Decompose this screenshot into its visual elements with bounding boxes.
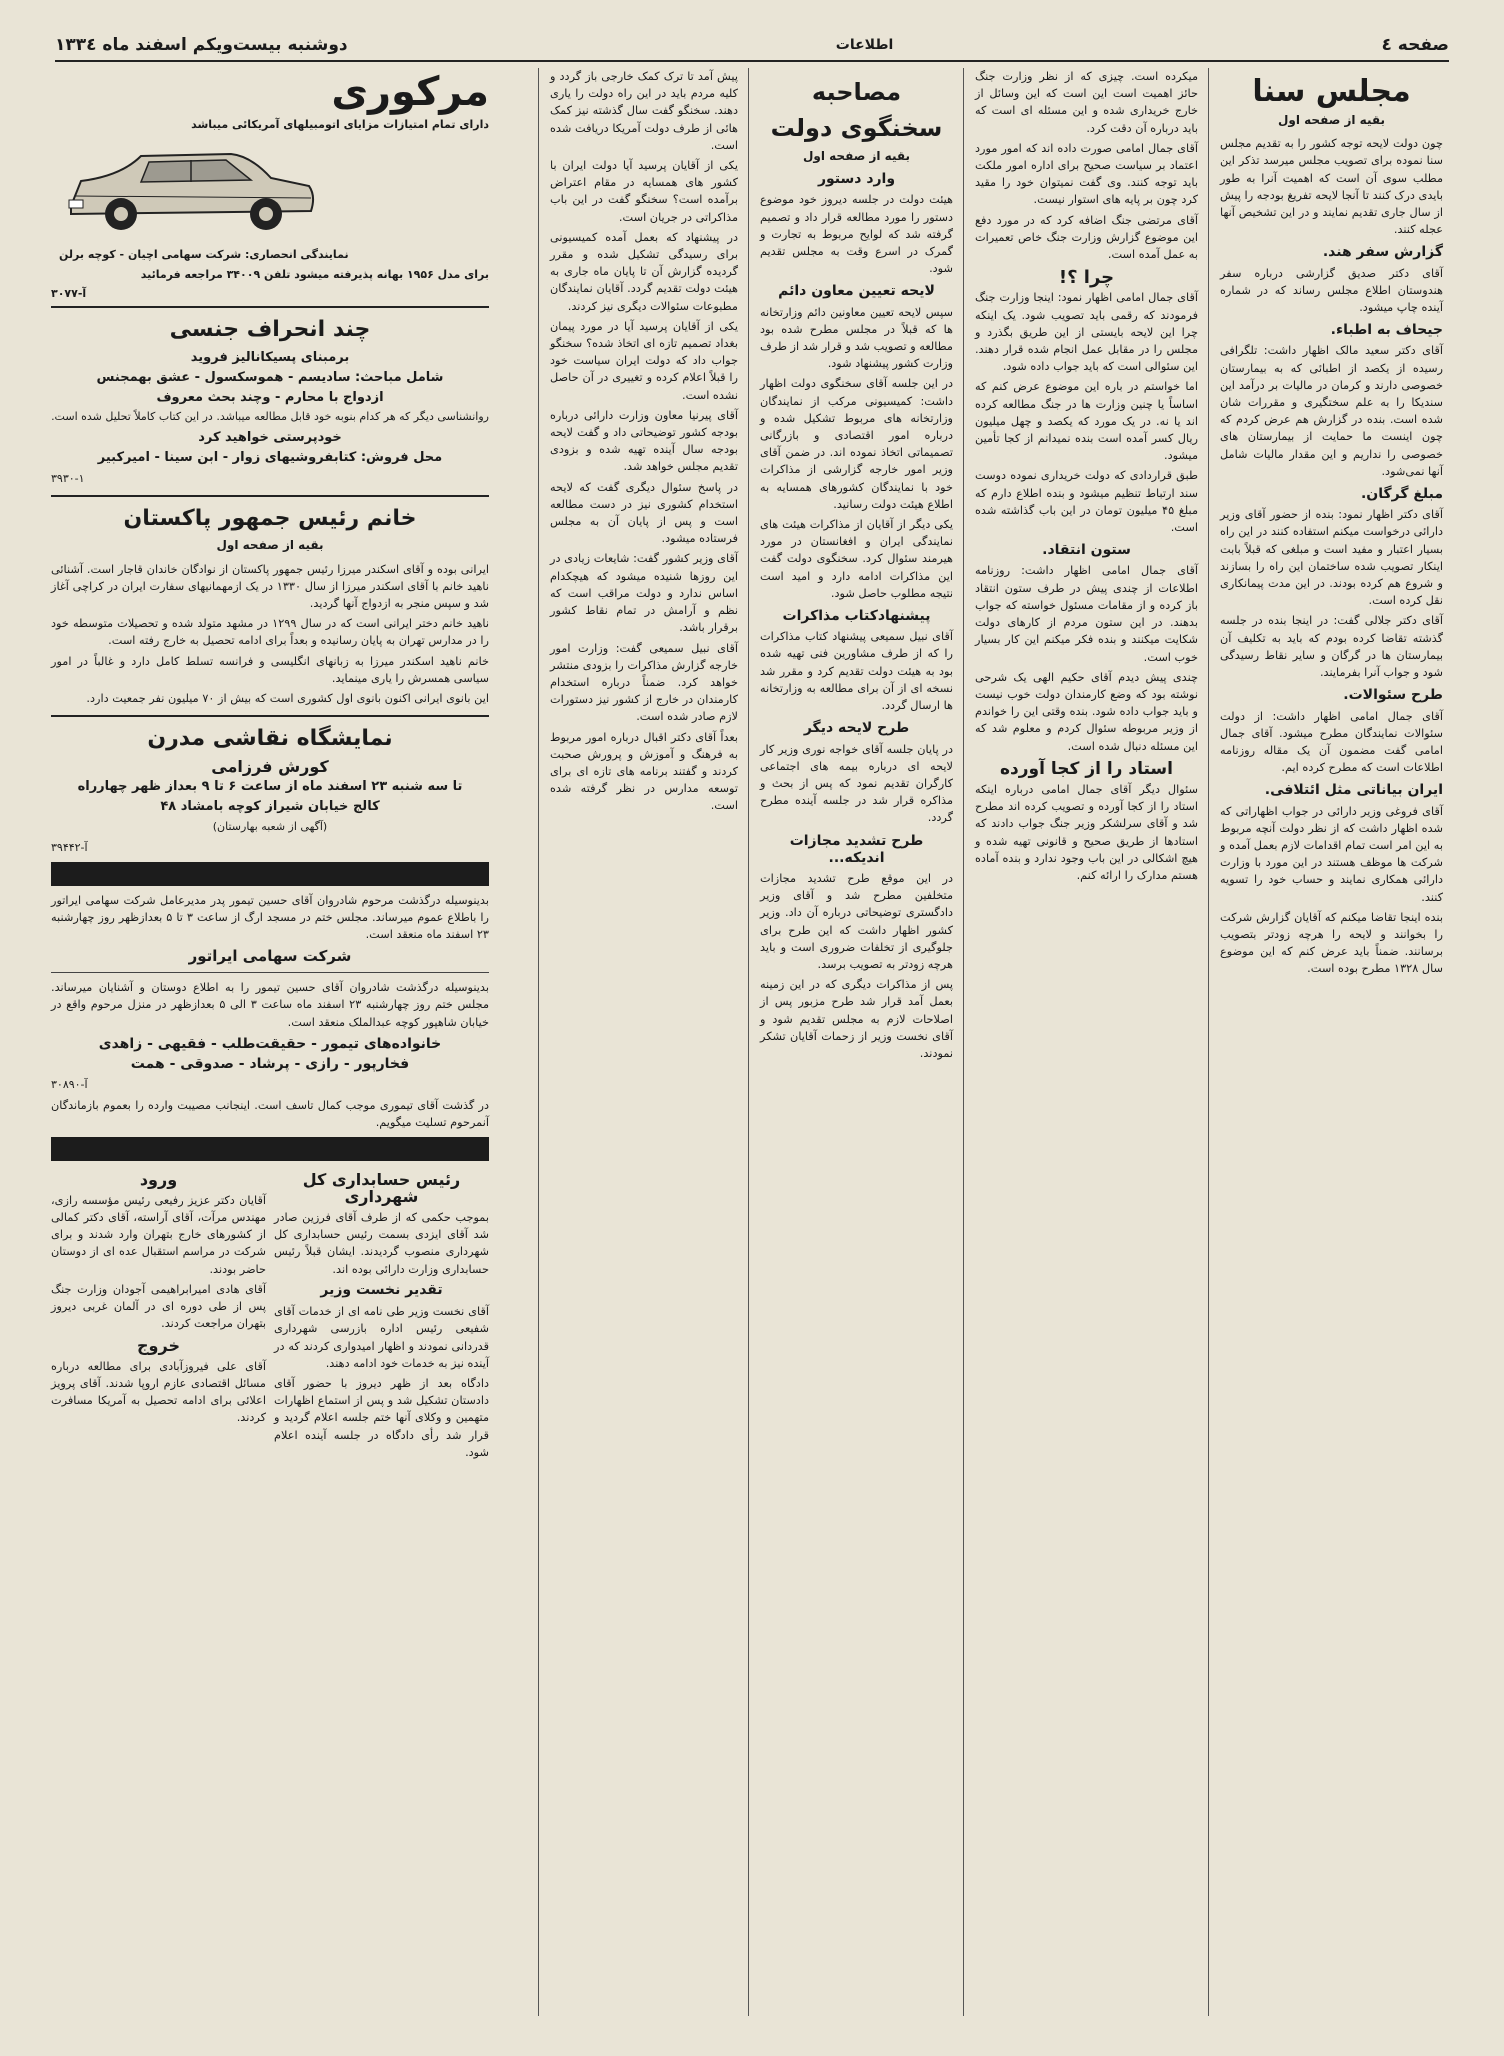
notice-signature: شرکت سهامی ایراتور <box>188 947 352 966</box>
mercury-info-text: برای مدل ۱۹۵۶ بهانه پذیرفته میشود تلفن ۳۴۰۰۹ مراجعه فرمائید <box>140 268 489 281</box>
article-paragraph: هیئت دولت در جلسه دیروز خود موضوع دستور را مورد مطالعه قرار داد و تصمیم گرفته شد که لوایح مربوط به تجارت و گمرک در اسرع وقت به مجلس تقدیم شود. <box>760 193 953 276</box>
book-line: خودپرستی خواهید کرد <box>198 430 342 446</box>
book-author: برمبنای پسیکانالیز فروید <box>190 350 350 365</box>
issue-date: دوشنبه بیست‌ویکم اسفند ماه ۱۳۳٤ <box>55 35 348 55</box>
subhead: چرا ؟! <box>1058 267 1115 289</box>
column-ads <box>45 68 495 2016</box>
exhibition-artist: کورش فرزامی <box>211 757 329 777</box>
article-paragraph: یکی دیگر از آقایان از مذاکرات هیئت های نمایندگی ایران و افغانستان در مورد هیرمند سئوال کرد. سخنگوی دولت گفت این مذاکرات ادامه دارد و امید است نتیجه مطلوب حاصل شود. <box>760 518 953 600</box>
ad-code: آ-۳۰۷۷ <box>51 287 87 301</box>
municipal-title: رئیس حسابداری کل شهرداری <box>302 1169 461 1206</box>
article-paragraph: آقای نبیل سمیعی پیشنهاد کتاب مذاکرات را که از طرف مشاورین فنی تهیه شده بود به هیئت دولت تقدیم کرد و مقرر شد نسخه ای از آن برای مطالعه به وزارتخانه ها ارسال گردد. <box>760 630 953 713</box>
notice-paragraph: بدینوسیله درگذشت شادروان آقای حسین تیمور را به اطلاع دوستان و آشنایان میرساند. مجلس ختم روز چهارشنبه ۲۳ اسفند ماه ساعت ۳ الی ۵ بعدازظهر در منزل مرحوم واقع در خیابان شاهپور کوچه عبدالملک منعقد است. <box>51 981 489 1029</box>
mercury-slogan: دارای تمام امتیازات مزایای اتومبیلهای آمریکائی میباشد <box>191 118 489 131</box>
article-paragraph: آقای فروغی وزیر دارائی در جواب اظهاراتی که شده اظهار داشت که از نظر دولت آنچه مربوط به این امر است تمام اقدامات لازم بعمل آمده و شرکت ها موظف هستند در این مورد با وزارت دارائی همکاری نمایند و حساب خود را تسویه کنند. <box>1220 804 1443 904</box>
article-paragraph: این بانوی ایرانی اکنون بانوی اول کشوری است که بیش از ۷۰ میلیون نفر جمعیت دارد. <box>86 692 489 706</box>
news-briefs <box>51 1167 489 1464</box>
brief-paragraph: آقای هادی امیرابراهیمی آجودان وزارت جنگ پس از طی دوره ای در آلمان غربی دیروز بتهران مراجعت کردند. <box>51 1282 266 1331</box>
article-paragraph: آقای دکتر سعید مالک اظهار داشت: تلگرافی رسیده از یکصد از اطبائی که به بیمارستان خصوصی دارند و کرمان در مالیات بر درآمد این سندیکا را به علم سختگیری و مقررات شان شده است. بنده در گزارش هم عرض کردم که چون اینست ما حمایت از بیمارستان های خصوصی را نداریم و این مقدار مالیات شامل آنها نمی‌شود. <box>1220 344 1443 478</box>
subhead: طرح لایحه دیگر <box>803 720 910 737</box>
article-paragraph: خانم ناهید اسکندر میرزا به زبانهای انگلیسی و فرانسه تسلط کامل دارد و غالباً در امور سیاسی همسرش را یاری مینماید. <box>51 654 489 685</box>
article-paragraph: بعداً آقای دکتر اقبال درباره امور مربوط به فرهنگ و آموزش و پرورش صحبت کردند و گفتند برنامه های تازه ای برای توسعه مدارس در نظر گرفته شده است. <box>550 730 738 813</box>
spokesman-headline: مصاحبه سخنگوی دولت <box>770 78 943 142</box>
article-paragraph: آقای وزیر کشور گفت: شایعات زیادی در این روزها شنیده میشود که هیچکدام اساس ندارد و دولت مراقب است که نظم و آرامش در تمام نقاط کشور برقرار باشد. <box>550 552 738 635</box>
mercury-car-ad <box>51 68 489 301</box>
notice-paragraph: بدینوسیله درگذشت مرحوم شادروان آقای حسین تیمور پدر مدیرعامل شرکت سهامی ایراتور را باطلاع عموم میرساند. مجلس ختم در مسجد ارگ از ساعت ۳ تا ۵ بعدازظهر روز چهارشنبه ۲۳ اسفند ماه منعقد است. <box>51 893 489 942</box>
article-paragraph: آقای جمال امامی اظهار داشت: از دولت سئوالات نمایندگان مطرح میشود. آقای جمال امامی گفت مضمون آن یک مقاله روزنامه اطلاعات است که مطرح کرده ایم. <box>1220 709 1443 775</box>
article-paragraph: بنده اینجا تقاضا میکنم که آقایان گزارش شرکت را بخوانند و لایحه را هرچه زودتر بتصویب برسانند. ضمناً باید عرض کنم که این موضوع سال ۱۳۲۸ مطرح بوده است. <box>1220 910 1443 976</box>
article-paragraph: در پایان جلسه آقای خواجه نوری وزیر کار لایحه ای درباره بیمه های اجتماعی کارگران تقدیم نمود که پس از بحث و مذاکره قرار شد در جلسه آینده مطرح گردد. <box>760 742 953 825</box>
senate-kicker: بقیه از صفحه اول <box>1277 113 1385 127</box>
article-paragraph: آقای جمال امامی صورت داده اند که امور مورد اعتماد بر سیاست صحیح برای اداره امور ملکت باید توجه کنند. وی گفت نمیتوان خود را مقید کرد چون بر پایه های استوار نیست. <box>975 141 1198 207</box>
article-paragraph: پس از مذاکرات دیگری که در این زمینه بعمل آمد قرار شد طرح مزبور پس از اصلاحات لازم به مجلس تقدیم شود و آقای نخست وزیر از زحمات آقایان تشکر نمودند. <box>760 978 953 1060</box>
article-paragraph: آقای مرتضی جنگ اضافه کرد که در مورد دفع این موضوع گزارش وزارت جنگ خاص تعمیرات به عمل آمده است. <box>975 213 1198 262</box>
article-paragraph: میکرده است. چیزی که از نظر وزارت جنگ حائز اهمیت است این است که این وسائل از خارج خریداری شده و این مسئله ای است که باید درباره آن دقت کرد. <box>975 70 1198 135</box>
article-paragraph: اما خواستم در باره این موضوع عرض کنم که اساساً یا چنین وزارت ها در جنگ مطالعه کرده اند یا نه. در یک مورد که یکصد و چهل میلیون ریال کسر آمده است بنده نمیدانم از کجا تأمین میشود. <box>975 380 1198 463</box>
column-rule <box>963 68 964 2016</box>
column-senate <box>1214 68 1449 2016</box>
black-divider-bar <box>51 1137 489 1160</box>
article-paragraph: آقای نبیل سمیعی گفت: وزارت امور خارجه گزارش مذاکرات را بزودی منتشر خواهد کرد. ضمناً درباره استخدام کارمندان در خارج از کشور نیز دستورات لازم صادر شده است. <box>550 641 738 724</box>
subhead: وارد دستور <box>817 171 896 188</box>
article-paragraph: آقای دکتر اظهار نمود: بنده از حضور آقای وزیر دارائی درخواست میکنم استفاده کنند در این راه بسیار اعتبار و مفید است و مبلغی که قبلاً بابت اینکار تصویب شده ساختمان این راه را بسازند و شروع هم کرده بودند. در این مدت پیمانکاری نقل کرده است. <box>1220 508 1443 608</box>
article-paragraph: سئوال دیگر آقای جمال امامی درباره اینکه استاد را از کجا آورده و تصویب کرده اند مطرح شد و آقای سرلشکر وزیر جنگ جواب دادند که استادها از طریق صحیح و قانونی تهیه شده و هیچ اشکالی در این باب وجود ندارد و بنده آماده هستم مدارک را ارائه کنم. <box>975 782 1198 882</box>
pakistan-kicker: بقیه از صفحه اول <box>216 538 324 553</box>
exhibition-when: تا سه شنبه ۲۳ اسفند ماه از ساعت ۶ تا ۹ بعداز ظهر چهارراه <box>77 779 463 795</box>
column-rule <box>1208 68 1209 2016</box>
column-rule <box>538 68 539 2016</box>
exhibition-title: نمایشگاه نقاشی مدرن <box>147 726 393 752</box>
book-title: چند انحراف جنسی <box>169 317 371 342</box>
book-topics: شامل مباحث: سادیسم - هموسکسول - عشق بهمجنس <box>96 370 444 385</box>
brief-paragraph: دادگاه بعد از ظهر دیروز با حضور آقای دادستان تشکیل شد و پس از استماع اظهارات متهمین و وکلای آنها ختم جلسه اعلام گردید و قرار شد رأی دادگاه در جلسه آینده اعلام شود. <box>274 1376 489 1459</box>
article-paragraph: طبق قراردادی که دولت خریداری نموده دوست سند ارتباط تنظیم میشود و بنده اطلاع دارم که مبلغ ۴۵ میلیون تومان در این باب گذاشته شده است. <box>975 469 1198 535</box>
subhead: طرح تشدید مجازات اندیکه... <box>789 832 924 866</box>
subhead: استاد را از کجا آورده <box>1000 758 1173 779</box>
ad-code: آ-۳۰۸۹۰ <box>51 1077 88 1091</box>
divider <box>51 495 489 497</box>
brief-paragraph: آقای علی فیروزآبادی برای مطالعه درباره مسائل اقتصادی عازم اروپا شدند. آقای پرویز اعلائی برای ادامه تحصیل به آمریکا مسافرت کردند. <box>51 1359 266 1425</box>
book-line: ازدواج با محارم - وچند بحث معروف <box>156 390 384 405</box>
pakistan-title: خانم رئیس جمهور پاکستان <box>123 506 417 532</box>
subhead: جیحاف به اطباء. <box>1330 322 1443 339</box>
column-rule <box>748 68 749 2016</box>
ad-code: ۳۹۳۰-۱ <box>51 472 85 486</box>
subhead: پیشنهادکتاب مذاکرات <box>782 608 931 625</box>
article-paragraph: یکی از آقایان پرسید آیا دولت ایران با کشور های همسایه در مقام اعتراض برآمده است؟ سخنگو گفت در این باب مذاکراتی در جریان است. <box>550 159 738 224</box>
article-paragraph: پیش آمد تا ترک کمک خارجی باز گردد و کلیه مردم باید در این راه دولت را یاری دهند. سخنگو گفت سال گذشته نیز کمک هائی از طرف دولت آمریکا دریافت شده است. <box>550 70 738 152</box>
brief-column-left <box>51 1167 266 1464</box>
column-senate-continued <box>969 68 1204 2016</box>
article-paragraph: در این جلسه آقای سخنگوی دولت اظهار داشت: کمیسیونی مرکب از نمایندگان وزارتخانه های مربوط تشکیل شده و درباره امور اقتصادی و بازرگانی تصمیماتی اتخاذ نموده اند. در ضمن آقای وزیر امور خارجه گزارشی از مذاکرات خود با نمایندگان کشورهای همسایه به اطلاع هیئت دولت رسانید. <box>760 377 953 511</box>
exhibition-note: (آگهی از شعبه بهارستان) <box>212 820 328 834</box>
subhead: تقدیر نخست وزیر <box>320 1281 443 1298</box>
book-ad <box>51 316 489 487</box>
article-paragraph: ایرانی بوده و آقای اسکندر میرزا رئیس جمهور پاکستان از نوادگان خاندان قاجار است. آشنائی ناهید خانم با آقای اسکندر میرزا از سال ۱۳۳۰ در یک ازمهمانیهای سفارت ایران در کراچی آغاز شد و سپس منجر به ازدواج آنها گردید. <box>51 562 489 611</box>
article-paragraph: سپس لایحه تعیین معاونین دائم وزارتخانه ها که قبلاً در مجلس مطرح شده بود مطالعه و تصویب شد و قرار شد از طرف وزارت کشور پیشنهاد شود. <box>760 305 953 371</box>
mercury-brand: مرکوری <box>331 69 489 115</box>
article-paragraph: در این موقع طرح تشدید مجازات متخلفین مطرح شد و آقای وزیر دادگستری توضیحاتی درباره آن داد. وزیر کشور اظهار داشت که این طرح برای جلوگیری از تخلفات ضروری است و باید هرچه زودتر به تصویب برسد. <box>760 871 953 971</box>
brief-paragraph: آقای نخست وزیر طی نامه ای از خدمات آقای شفیعی رئیس اداره بازرسی شهرداری قدردانی نمودند و اظهار امیدواری کردند که در آینده نیز به خدمات خود ادامه دهند. <box>274 1305 489 1370</box>
brief-column-right <box>274 1167 489 1464</box>
black-divider-bar <box>51 862 489 885</box>
column-spokesman-continued <box>544 68 744 2016</box>
ad-code: آ-۳۹۴۴۲ <box>51 841 88 855</box>
article-paragraph: ناهید خانم دختر ایرانی است که در سال ۱۲۹۹ در مشهد متولد شده و تحصیلات متوسطه خود را در مدارس تهران به پایان رسانیده و بعداً برای ادامه تحصیل به خارج رفته است. <box>51 617 489 648</box>
article-paragraph: در پاسخ سئوال دیگری گفت که لایحه استخدام کشوری نیز در دست مطالعه است و پس از پایان آن به مجلس فرستاده میشود. <box>550 480 738 546</box>
article-paragraph: آقای جمال امامی اظهار داشت: روزنامه اطلاعات از چندی پیش در طرف ستون انتقاد باز کرده و از مقامات مسئول خواسته که جواب بدهند. در این ستون مردم از کارهای دولت شکایت میکنند و بنده فکر میکنم این کار بسیار خوب است. <box>975 564 1198 664</box>
condolence-notice <box>51 979 489 1131</box>
subhead: گزارش سفر هند. <box>1322 244 1443 261</box>
notice-paragraph: در گذشت آقای تیموری موجب کمال تاسف است. اینجانب مصیبت وارده را بعموم بازماندگان آنمرحوم تسلیت میگویم. <box>51 1099 489 1130</box>
page-number: صفحه ٤ <box>1381 35 1449 55</box>
book-store: محل فروش: کتابفروشیهای زوار - ابن سینا - امیرکبیر <box>97 450 443 466</box>
departure-title: خروج <box>137 1335 180 1355</box>
article-paragraph: چون دولت لایحه توجه کشور را به تقدیم مجلس سنا نموده برای تصویب مجلس میرسد تذکر این مطلب سوی آن است که اهمیت آنرا به طور بایدی درک کنند تا آنجا لایحه تفریغ بودجه را پیش از سال جاری تقدیم نمایند و در این تشخیص آنها عجله کنند. <box>1220 137 1443 237</box>
article-paragraph: چندی پیش دیدم آقای حکیم الهی یک شرحی نوشته بود که وضع کارمندان دولت خوب نیست و باید جواب داده شود. بنده وقتی این را خواندم از وزیر مربوطه سئوال کردم و معلوم شد که این مسئله دنبال شده است. <box>975 670 1198 753</box>
paper-name: اطلاعات <box>835 37 894 53</box>
exhibition-ad <box>51 725 489 856</box>
subhead: ایران بیاناتی مثل ائتلافی. <box>1264 782 1443 799</box>
column-spokesman <box>754 68 959 2016</box>
notice-families: خانواده‌های تیمور - حقیقت‌طلب - فقیهی - زاهدی <box>98 1035 442 1052</box>
subhead: مبلغ گرگان. <box>1360 486 1443 503</box>
spokesman-kicker: بقیه از صفحه اول <box>802 149 910 163</box>
subhead: طرح سئوالات. <box>1343 687 1443 704</box>
exhibition-where: کالج خیابان شیراز کوچه بامشاد ۴۸ <box>160 799 380 815</box>
article-paragraph: در پیشنهاد که بعمل آمده کمیسیونی برای رسیدگی تشکیل شده و مقرر گردیده گزارش آن تا پایان ماه جاری به هیئت دولت تقدیم گردد. آقایان نمایندگان مطبوعات سئوالات دیگری نیز کردند. <box>550 230 738 313</box>
car-illustration-icon <box>61 126 321 246</box>
divider <box>51 972 489 973</box>
pakistan-article <box>51 505 489 707</box>
brief-paragraph: آقایان دکتر عزیز رفیعی رئیس مؤسسه رازی، مهندس مرآت، آقای آراسته، آقای دکتر کمالی از کشورهای خارج بتهران وارد شدند و برای شرکت در مراسم استقبال عده ای از دوستان حاضر بودند. <box>51 1193 266 1276</box>
arrival-title: ورود <box>139 1169 178 1189</box>
mercury-info <box>51 266 489 306</box>
subhead: ستون انتقاد. <box>1042 542 1131 559</box>
article-paragraph: آقای دکتر جلالی گفت: در اینجا بنده در جلسه گذشته تقاضا کرده بودم که باید به تکلیف آن بیمارستان ها در گرگان و سایر نقاط رسیدگی شود و جواب آنرا بفرمایند. <box>1220 614 1443 680</box>
page-header <box>55 30 1449 62</box>
notice-families: فخارپور - رازی - پرشاد - صدوقی - همت <box>130 1055 410 1072</box>
senate-headline: مجلس سنا <box>1252 74 1411 109</box>
divider <box>51 715 489 717</box>
article-paragraph: آقای جمال امامی اظهار نمود: اینجا وزارت جنگ فرمودند که رقمی باید تصویب شود. یک اینکه چرا این لایحه بایستی از این طریق بگذرد و مجلس را در مقابل عمل انجام شده قرار دهند. این سئوالی است که باید جواب داده شود. <box>975 291 1198 374</box>
book-description: روانشناسی دیگر که هر کدام بنوبه خود قابل مطالعه میباشد. در این کتاب کاملاً تحلیل شده است. <box>51 410 489 423</box>
mercury-agents: نمایندگی انحصاری: شرکت سهامی اچیان - کوچه برلن <box>59 248 349 261</box>
article-paragraph: یکی از آقایان پرسید آیا در مورد پیمان بغداد تصمیم تازه ای اتخاذ شده؟ سخنگو جواب داد که دولت ایران سیاست خود را قبلاً اعلام کرده و تغییری در آن حاصل نشده است. <box>550 319 738 402</box>
condolence-notice <box>51 892 489 967</box>
article-paragraph: آقای پیرنیا معاون وزارت دارائی درباره بودجه کشور توضیحاتی داد و گفت لایحه بودجه سال آینده تهیه شده و بزودی تقدیم مجلس خواهد شد. <box>550 408 738 474</box>
subhead: لایحه تعیین معاون دائم <box>778 283 935 300</box>
article-paragraph: آقای دکتر صدیق گزارشی درباره سفر هندوستان اطلاع مجلس رساند که در شماره آینده چاپ میشود. <box>1220 266 1443 315</box>
brief-paragraph: بموجب حکمی که از طرف آقای فرزین صادر شد آقای ایزدی بسمت رئیس حسابداری کل شهرداری منصوب گردیدند. ایشان قبلاً رئیس حسابداری وزارت دارائی بوده اند. <box>274 1211 489 1276</box>
